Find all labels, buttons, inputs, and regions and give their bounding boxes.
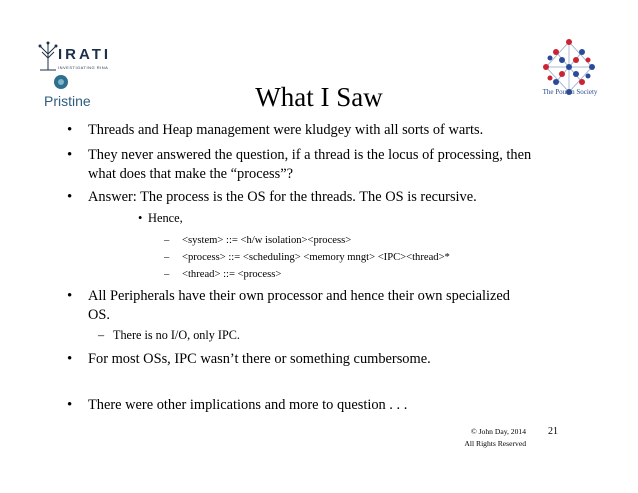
bullet-text: There were other implications and more to question . . . — [88, 397, 408, 413]
sub-bullet-text: There is no I/O, only IPC. — [113, 328, 240, 342]
bullet-ipc: • For most OSs, IPC wasn’t there or something cumbersome. — [67, 351, 431, 367]
grammar-rule-system: – <system> ::= <h/w isolation><process> — [164, 235, 352, 246]
page-number: 21 — [548, 426, 558, 437]
bullet-hence: • Hence, — [138, 211, 183, 225]
bullet-locus-question: • They never answered the question, if a thread is the locus of processing, then what does that make the “process”? — [67, 147, 532, 182]
bullet-answer: • Answer: The process is the OS for the threads. The OS is recursive. — [67, 189, 477, 205]
bullet-text: All Peripherals have their own processor and hence their own specialized OS. — [88, 288, 510, 323]
slide-title: What I Saw — [255, 82, 383, 112]
rights-line: All Rights Reserved — [464, 439, 526, 448]
pristine-logo-text: Pristine — [44, 93, 91, 109]
grammar-text: <system> ::= <h/w isolation><process> — [182, 235, 352, 246]
bullet-text: For most OSs, IPC wasn’t there or something cumbersome. — [88, 351, 431, 367]
bullet-other-implications: • There were other implications and more to question . . . — [67, 397, 408, 413]
copyright-line: © John Day, 2014 — [470, 427, 526, 436]
bullet-text: Threads and Heap management were kludgey with all sorts of warts. — [88, 122, 484, 138]
pouzin-society-text: The Pouzin Society — [542, 88, 598, 96]
grammar-rule-process: – <process> ::= <scheduling> <memory mngt> <IPC><thread>* — [164, 252, 450, 263]
sub-bullet-io: – There is no I/O, only IPC. — [98, 328, 240, 342]
bullet-text: They never answered the question, if a thread is the locus of processing, then what does that make the “process”? — [88, 147, 532, 182]
grammar-text: <thread> ::= <process> — [182, 269, 282, 280]
bullet-text: Answer: The process is the OS for the threads. The OS is recursive. — [88, 189, 477, 205]
bullet-text: Hence, — [148, 211, 183, 225]
irati-logo-text: IRATI — [58, 46, 112, 63]
copyright-notice — [430, 426, 526, 450]
irati-tagline: INVESTIGATING RINA — [58, 65, 109, 70]
grammar-text: <process> ::= <scheduling> <memory mngt> <IPC><thread>* — [182, 252, 450, 263]
bullet-threads-heap: • Threads and Heap management were kludgey with all sorts of warts. — [67, 122, 484, 138]
bullet-peripherals: • All Peripherals have their own processor and hence their own specialized OS. — [67, 288, 510, 323]
grammar-rule-thread: – <thread> ::= <process> — [164, 269, 282, 280]
